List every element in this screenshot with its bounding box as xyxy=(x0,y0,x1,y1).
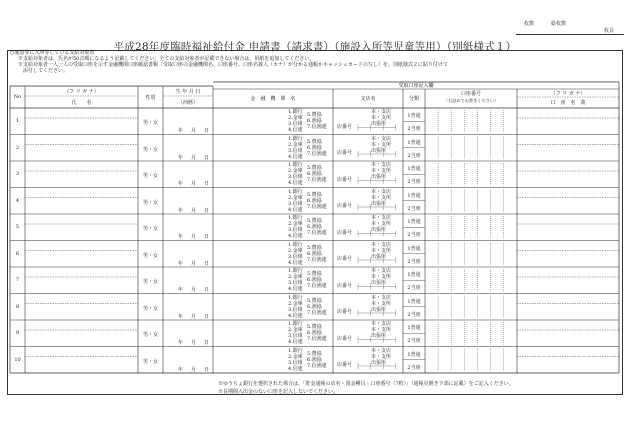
header-birth: 生 年 月 日 xyxy=(175,88,201,95)
branch-type-option: 本・支店 xyxy=(371,162,392,168)
bank-type-option: 1.銀行 xyxy=(288,294,303,301)
account-type-current: 2当座 xyxy=(407,232,421,239)
header-account-section: 受取口座記入欄 xyxy=(398,83,434,89)
branch-type-option: 出張所 xyxy=(371,147,387,154)
account-type-current: 2当座 xyxy=(407,179,421,186)
bank-type-option: 4.信連 xyxy=(288,127,303,133)
bank-type-option: 4.信連 xyxy=(288,153,303,160)
row-number: 2 xyxy=(15,144,20,151)
bank-type-option: 2.金庫 xyxy=(288,247,303,254)
footer-note-1: ※ゆうちょ銀行を選択された場合は、「貯金通帳の店名・預金種目・口座番号（7桁）」（通帳見開き下部に記載）をご記入ください。 xyxy=(218,381,514,387)
header-account-no: 口座番号 xyxy=(460,91,481,97)
birth-day-label: 日 xyxy=(204,366,210,373)
account-type-current: 2当座 xyxy=(407,152,421,159)
birth-month-label: 月 xyxy=(191,313,197,320)
row-number: 10 xyxy=(14,356,21,363)
bank-type-option: 1.銀行 xyxy=(288,162,303,168)
bank-type-option: 2.金庫 xyxy=(288,194,303,201)
birth-month-label: 月 xyxy=(191,181,197,187)
bank-type-option: 3.信組 xyxy=(288,333,303,339)
bank-type-option: 1.銀行 xyxy=(288,135,303,142)
bank-type-option: 1.銀行 xyxy=(288,188,303,195)
bank-type-option: 5.農協 xyxy=(307,297,322,304)
branch-number-label: 店番号 xyxy=(337,256,353,262)
note-line-2: ※支給対象者一人一人の受取口座を示す金融機関口座確認書類（受取口座の金融機関名、口座番号、口座名義人（カナ）が分かる通帳かキャッシュカードの写し）を、別紙様式２に貼り付けて xyxy=(18,62,448,68)
bank-type-option: 7.信漁連 xyxy=(307,203,327,210)
branch-type-option: 出張所 xyxy=(371,280,387,286)
account-type-ordinary: 1普通 xyxy=(407,298,421,305)
bank-type-option: 6.漁協 xyxy=(307,197,322,204)
account-type-current: 2当座 xyxy=(407,126,421,133)
bank-type-option: 2.金庫 xyxy=(288,115,303,121)
account-type-ordinary: 1普通 xyxy=(407,325,421,331)
birth-year-label: 年 xyxy=(178,287,184,293)
branch-type-option: 本・支所 xyxy=(371,353,392,360)
bank-type-option: 7.信漁連 xyxy=(307,124,327,130)
birth-day-label: 日 xyxy=(204,154,210,161)
header-furigana: （フ リ ガ ナ） xyxy=(64,88,99,95)
note-heading: ○施設等に入所等している支給対象者 xyxy=(10,50,95,56)
bank-type-option: 1.銀行 xyxy=(288,321,303,327)
row-number: 1 xyxy=(15,118,20,124)
row-number: 3 xyxy=(15,171,20,177)
birth-year-label: 年 xyxy=(178,340,184,346)
bank-type-option: 7.信漁連 xyxy=(307,256,327,263)
branch-type-option: 本・支店 xyxy=(371,321,392,327)
birth-day-label: 日 xyxy=(204,260,210,267)
bank-type-option: 5.農協 xyxy=(307,324,322,330)
branch-number-label: 店番号 xyxy=(337,150,353,156)
account-type-ordinary: 1普通 xyxy=(407,219,421,225)
bank-type-option: 6.漁協 xyxy=(307,144,322,151)
bank-type-option: 4.信連 xyxy=(288,339,303,345)
birth-month-label: 月 xyxy=(191,287,197,293)
birth-month-label: 月 xyxy=(191,154,197,161)
branch-type-option: 本・支所 xyxy=(371,247,392,254)
branch-type-option: 本・支所 xyxy=(371,141,392,148)
birth-year-label: 年 xyxy=(178,181,184,187)
row-number: 7 xyxy=(15,277,20,283)
bank-type-option: 6.漁協 xyxy=(307,250,322,257)
total-sheets-label: 総枚数 xyxy=(551,21,567,27)
branch-type-option: 本・支店 xyxy=(371,347,392,354)
header-account-no-note: （右詰めでお書きください） xyxy=(443,98,499,104)
branch-number-label: 店番号 xyxy=(337,282,353,289)
bank-type-option: 4.信連 xyxy=(288,233,303,239)
birth-month-label: 月 xyxy=(191,128,197,134)
header-birth-era: （西暦） xyxy=(177,99,198,106)
birth-month-label: 月 xyxy=(191,260,197,267)
branch-type-option: 本・支店 xyxy=(371,294,392,301)
birth-year-label: 年 xyxy=(178,234,184,240)
bank-type-option: 6.漁協 xyxy=(307,224,322,230)
row-number: 5 xyxy=(15,224,20,230)
branch-type-option: 本・支所 xyxy=(371,221,392,227)
branch-type-option: 出張所 xyxy=(371,227,387,233)
account-type-ordinary: 1普通 xyxy=(407,166,421,172)
bank-type-option: 3.信組 xyxy=(288,280,303,286)
header-no: No xyxy=(13,94,22,100)
bank-type-option: 7.信漁連 xyxy=(307,230,327,236)
branch-type-option: 出張所 xyxy=(371,306,387,313)
bank-type-option: 3.信組 xyxy=(288,227,303,233)
birth-day-label: 日 xyxy=(204,181,210,187)
bank-type-option: 4.信連 xyxy=(288,286,303,292)
branch-type-option: 本・支所 xyxy=(371,194,392,201)
bank-type-option: 1.銀行 xyxy=(288,215,303,221)
birth-day-label: 日 xyxy=(204,207,210,214)
branch-type-option: 本・支店 xyxy=(371,268,392,274)
account-type-current: 2当座 xyxy=(407,311,421,318)
bank-type-option: 1.銀行 xyxy=(288,268,303,274)
gender-options: 男・女 xyxy=(142,252,158,259)
account-type-current: 2当座 xyxy=(407,338,421,345)
branch-type-option: 出張所 xyxy=(371,253,387,260)
bank-type-option: 2.金庫 xyxy=(288,327,303,333)
bank-type-option: 3.信組 xyxy=(288,121,303,127)
gender-options: 男・女 xyxy=(142,332,158,338)
branch-number-label: 店番号 xyxy=(337,123,353,130)
account-type-current: 2当座 xyxy=(407,205,421,212)
gender-options: 男・女 xyxy=(142,146,158,153)
bank-type-option: 2.金庫 xyxy=(288,353,303,360)
account-type-ordinary: 1普通 xyxy=(407,351,421,358)
account-type-current: 2当座 xyxy=(407,285,421,292)
birth-month-label: 月 xyxy=(191,340,197,346)
birth-day-label: 日 xyxy=(204,340,210,346)
header-type: 分類 xyxy=(408,96,419,102)
bank-type-option: 5.農協 xyxy=(307,218,322,224)
header-name: 氏 名 xyxy=(71,99,92,106)
bank-type-option: 5.農協 xyxy=(307,138,322,145)
bank-type-option: 3.信組 xyxy=(288,253,303,260)
bank-type-option: 3.信組 xyxy=(288,174,303,180)
row-number: 6 xyxy=(15,250,20,257)
header-holder-furigana: （フ リ ガ ナ） xyxy=(550,91,586,97)
branch-type-option: 本・支店 xyxy=(371,135,392,142)
birth-year-label: 年 xyxy=(178,313,184,320)
branch-type-option: 本・支店 xyxy=(371,215,392,221)
header-gender: 性別 xyxy=(145,94,156,101)
row-number: 8 xyxy=(15,303,20,310)
gender-options: 男・女 xyxy=(142,226,158,232)
account-type-ordinary: 1普通 xyxy=(407,192,421,199)
row-number: 4 xyxy=(15,197,20,204)
birth-day-label: 日 xyxy=(204,234,210,240)
bank-type-option: 1.銀行 xyxy=(288,109,303,115)
bank-type-option: 6.漁協 xyxy=(307,118,322,124)
bank-type-option: 5.農協 xyxy=(307,244,322,251)
sheet-number-label: 枚目 xyxy=(604,28,615,34)
branch-type-option: 出張所 xyxy=(371,121,387,127)
bank-type-option: 5.農協 xyxy=(307,112,322,118)
account-type-current: 2当座 xyxy=(407,258,421,265)
branch-type-option: 本・支店 xyxy=(371,109,392,115)
birth-year-label: 年 xyxy=(178,128,184,134)
document-title: 平成28年度臨時福祉給付金 申請書（請求書）（施設入所等児童等用）（別紙様式１） xyxy=(113,41,517,53)
branch-number-label: 店番号 xyxy=(337,176,353,183)
bank-type-option: 6.漁協 xyxy=(307,356,322,363)
bank-type-option: 3.信組 xyxy=(288,147,303,154)
bank-type-option: 6.漁協 xyxy=(307,171,322,177)
birth-year-label: 年 xyxy=(178,154,184,161)
account-type-ordinary: 1普通 xyxy=(407,245,421,252)
bank-type-option: 1.銀行 xyxy=(288,241,303,248)
branch-type-option: 出張所 xyxy=(371,200,387,207)
branch-type-option: 出張所 xyxy=(371,359,387,366)
branch-number-label: 店番号 xyxy=(337,229,353,236)
sheet-count-label: 枚数 xyxy=(524,21,535,27)
bank-type-option: 7.信漁連 xyxy=(307,309,327,316)
bank-type-option: 6.漁協 xyxy=(307,330,322,336)
bank-type-option: 7.信漁連 xyxy=(307,150,327,157)
gender-options: 男・女 xyxy=(142,305,158,312)
branch-type-option: 出張所 xyxy=(371,174,387,180)
bank-type-option: 1.銀行 xyxy=(288,347,303,354)
header-holder-name: 口 座 名 義 xyxy=(550,100,586,106)
account-type-current: 2当座 xyxy=(407,364,421,371)
note-line-1: ※支給対象者は、氏名が50音順になるよう記載してください。全ての支給対象者が記載できない場合は、用紙を追加してください。 xyxy=(18,56,315,62)
birth-day-label: 日 xyxy=(204,313,210,320)
branch-type-option: 出張所 xyxy=(371,333,387,339)
bank-type-option: 5.農協 xyxy=(307,191,322,198)
branch-number-label: 店番号 xyxy=(337,203,353,209)
bank-type-option: 4.信連 xyxy=(288,312,303,319)
birth-month-label: 月 xyxy=(191,366,197,373)
bank-type-option: 5.農協 xyxy=(307,271,322,277)
birth-month-label: 月 xyxy=(191,234,197,240)
branch-number-label: 店番号 xyxy=(337,335,353,342)
account-type-ordinary: 1普通 xyxy=(407,272,421,278)
bank-type-option: 2.金庫 xyxy=(288,141,303,148)
account-type-ordinary: 1普通 xyxy=(407,139,421,146)
branch-type-option: 本・支所 xyxy=(371,327,392,333)
bank-type-option: 6.漁協 xyxy=(307,303,322,310)
branch-number-label: 店番号 xyxy=(337,362,353,368)
header-branch: 支店名 xyxy=(360,96,376,102)
gender-options: 男・女 xyxy=(142,120,158,126)
gender-options: 男・女 xyxy=(142,173,158,179)
branch-type-option: 本・支所 xyxy=(371,115,392,121)
bank-type-option: 2.金庫 xyxy=(288,300,303,307)
branch-type-option: 本・支所 xyxy=(371,168,392,174)
account-type-ordinary: 1普通 xyxy=(407,113,421,119)
bank-type-option: 7.信漁連 xyxy=(307,283,327,289)
bank-type-option: 6.漁協 xyxy=(307,277,322,283)
bank-type-option: 4.信連 xyxy=(288,180,303,186)
bank-type-option: 3.信組 xyxy=(288,359,303,366)
birth-year-label: 年 xyxy=(178,366,184,373)
gender-options: 男・女 xyxy=(142,358,158,365)
footer-note-2: ※長期間入出金のない口座を記入しないでください。 xyxy=(218,389,339,395)
birth-day-label: 日 xyxy=(204,128,210,134)
bank-type-option: 2.金庫 xyxy=(288,168,303,174)
branch-type-option: 本・支所 xyxy=(371,274,392,280)
header-bank-name: 金 融 機 関 名 xyxy=(250,96,296,102)
note-line-3: 添付してください。 xyxy=(18,68,69,74)
bank-type-option: 3.信組 xyxy=(288,200,303,207)
bank-type-option: 7.信漁連 xyxy=(307,362,327,369)
birth-day-label: 日 xyxy=(204,287,210,293)
bank-type-option: 7.信漁連 xyxy=(307,177,327,183)
bank-type-option: 3.信組 xyxy=(288,306,303,313)
bank-type-option: 7.信漁連 xyxy=(307,336,327,342)
branch-type-option: 本・支店 xyxy=(371,188,392,195)
bank-type-option: 4.信連 xyxy=(288,259,303,266)
bank-type-option: 5.農協 xyxy=(307,350,322,357)
gender-options: 男・女 xyxy=(142,279,158,285)
bank-type-option: 2.金庫 xyxy=(288,221,303,227)
bank-type-option: 5.農協 xyxy=(307,165,322,171)
birth-year-label: 年 xyxy=(178,260,184,267)
branch-number-label: 店番号 xyxy=(337,309,353,315)
row-number: 9 xyxy=(15,330,20,336)
gender-options: 男・女 xyxy=(142,199,158,206)
bank-type-option: 4.信連 xyxy=(288,365,303,372)
birth-month-label: 月 xyxy=(191,207,197,214)
bank-type-option: 2.金庫 xyxy=(288,274,303,280)
branch-type-option: 本・支所 xyxy=(371,300,392,307)
branch-type-option: 本・支店 xyxy=(371,241,392,248)
birth-year-label: 年 xyxy=(178,207,184,214)
bank-type-option: 4.信連 xyxy=(288,206,303,213)
